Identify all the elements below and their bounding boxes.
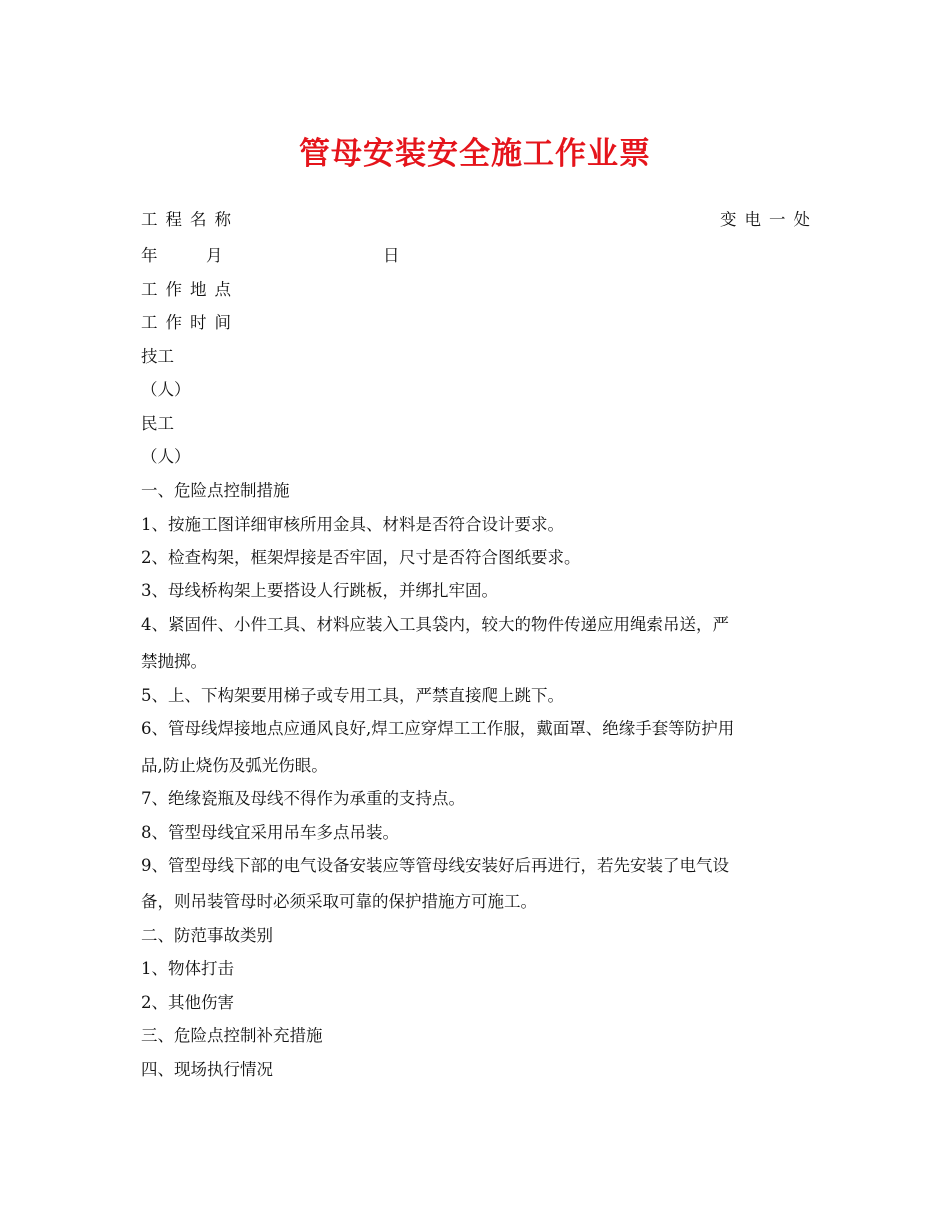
- list-item: 备，则吊装管母时必须采取可靠的保护措施方可施工。: [141, 892, 537, 911]
- skilled-worker-label: 技工: [141, 347, 174, 366]
- month-label: 月: [206, 246, 223, 265]
- laborer-unit: （人）: [141, 447, 191, 466]
- section-4-heading: 四、现场执行情况: [141, 1060, 273, 1079]
- year-label: 年: [141, 246, 158, 265]
- list-item: 7、绝缘瓷瓶及母线不得作为承重的支持点。: [141, 789, 465, 808]
- list-item: 6、管母线焊接地点应通风良好,焊工应穿焊工工作服，戴面罩、绝缘手套等防护用: [141, 719, 735, 738]
- project-name-label: 工程名称: [141, 210, 239, 229]
- section-2-heading: 二、防范事故类别: [141, 926, 273, 945]
- work-location-label: 工作地点: [141, 280, 239, 299]
- skilled-worker-unit: （人）: [141, 380, 191, 399]
- day-label: 日: [383, 246, 400, 265]
- work-time-label: 工作时间: [141, 313, 239, 332]
- list-item: 品,防止烧伤及弧光伤眼。: [141, 756, 328, 775]
- document-title: 管母安装安全施工作业票: [299, 136, 651, 172]
- list-item: 2、检查构架，框架焊接是否牢固，尺寸是否符合图纸要求。: [141, 548, 581, 567]
- laborer-label: 民工: [141, 414, 174, 433]
- list-item: 5、上、下构架要用梯子或专用工具，严禁直接爬上跳下。: [141, 686, 564, 705]
- list-item: 3、母线桥构架上要搭设人行跳板，并绑扎牢固。: [141, 581, 498, 600]
- section-3-heading: 三、危险点控制补充措施: [141, 1026, 323, 1045]
- list-item: 8、管型母线宜采用吊车多点吊装。: [141, 823, 399, 842]
- list-item: 1、按施工图详细审核所用金具、材料是否符合设计要求。: [141, 515, 564, 534]
- list-item: 4、紧固件、小件工具、材料应装入工具袋内，较大的物件传递应用绳索吊送，严: [141, 615, 729, 634]
- list-item: 禁抛掷。: [141, 652, 207, 671]
- list-item: 1、物体打击: [141, 959, 234, 978]
- list-item: 9、管型母线下部的电气设备安装应等管母线安装好后再进行，若先安装了电气设: [141, 856, 729, 875]
- list-item: 2、其他伤害: [141, 993, 234, 1012]
- department-label: 变电一处: [720, 210, 818, 229]
- section-1-heading: 一、危险点控制措施: [141, 481, 290, 500]
